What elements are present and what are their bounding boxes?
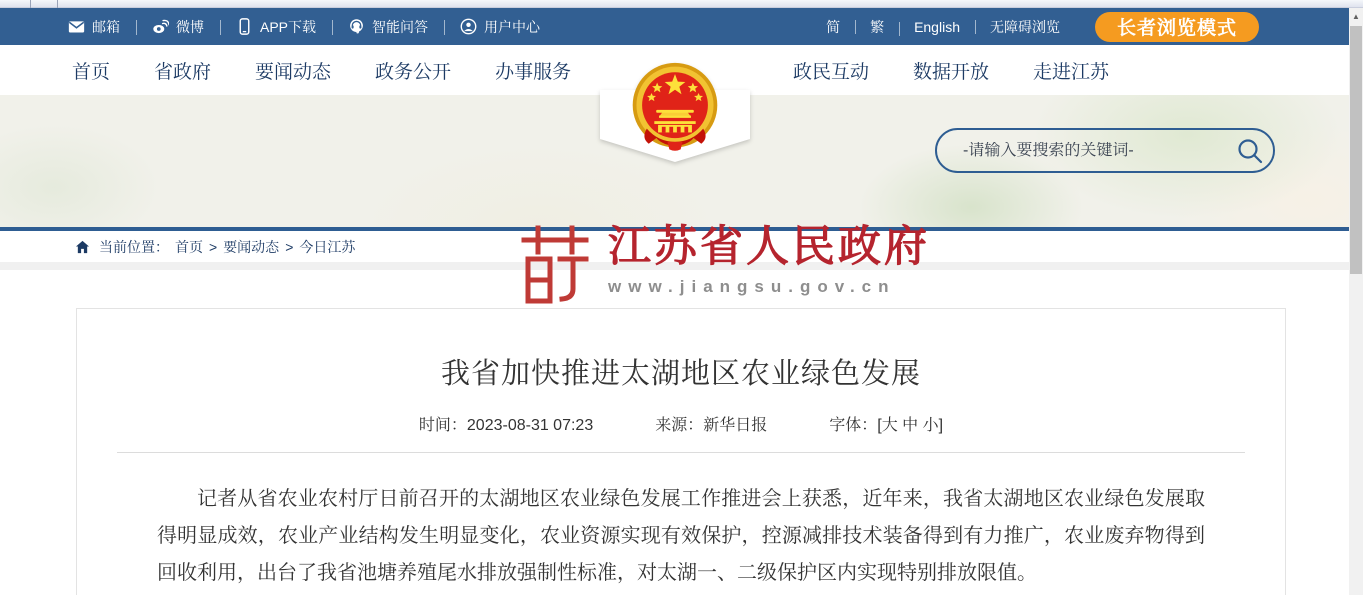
nav-news[interactable]: 要闻动态: [255, 61, 332, 83]
lang-simplified[interactable]: 简: [826, 18, 841, 35]
topbar-language-links: [811, 12, 1259, 42]
site-title: 江苏省人民政府: [608, 223, 930, 271]
user-icon: [460, 18, 477, 35]
vertical-scrollbar[interactable]: [1349, 8, 1363, 595]
nav-into-jiangsu[interactable]: 走进江苏: [1032, 61, 1109, 83]
breadcrumb-today-jiangsu[interactable]: 今日江苏: [299, 238, 356, 255]
topbar-link-label: 微博: [176, 18, 204, 35]
article-paragraph: 记者从省农业农村厅日前召开的太湖地区农业绿色发展工作推进会上获悉，近年来，我省太湖地区农业绿色发展取得明显成效，农业产业结构发生明显变化，农业资源实现有效保护，控源减排技术装备得到有力推广，农业废弃物得到回收利用，出台了我省池塘养殖尾水排放强制性标准，对太湖一、二级保护区内实现特别排放限值。: [157, 488, 1205, 584]
article-meta: [117, 412, 1245, 435]
topbar-service-links: [68, 17, 556, 37]
page: [0, 8, 1349, 595]
topbar-link-label: 用户中心: [484, 18, 541, 35]
scrollbar-up-arrow-icon[interactable]: ▲: [1352, 12, 1360, 21]
search-button[interactable]: [1227, 130, 1273, 171]
topbar-link-smart-qa[interactable]: [332, 17, 444, 37]
breadcrumb-separator: >: [285, 238, 294, 255]
breadcrumb-news[interactable]: 要闻动态: [223, 238, 280, 255]
main-content: [0, 308, 1349, 595]
topbar-link-app-download[interactable]: [220, 17, 332, 37]
navbar-right-group: [793, 57, 1109, 84]
top-utility-bar: [0, 8, 1349, 45]
nav-home[interactable]: 首页: [72, 61, 111, 83]
search-input[interactable]: [937, 142, 1227, 160]
font-size-small[interactable]: 小: [922, 417, 939, 434]
nav-provincial-government[interactable]: 省政府: [154, 61, 212, 83]
article-title: 我省加快推进太湖地区农业绿色发展: [440, 358, 921, 390]
accessibility-browse-link[interactable]: 无障碍浏览: [975, 17, 1075, 37]
lang-traditional[interactable]: 繁: [855, 17, 899, 37]
national-emblem-icon: [628, 60, 722, 156]
article-time: 时间：2023-08-31 07:23: [418, 417, 594, 434]
browser-tab-edge: [57, 0, 58, 8]
breadcrumb-separator: >: [209, 238, 218, 255]
browser-tab-edge: [30, 0, 31, 8]
meta-divider: [117, 452, 1245, 453]
breadcrumb-home[interactable]: 首页: [175, 238, 203, 255]
site-brand: [518, 223, 930, 307]
browser-chrome-strip: [0, 0, 1363, 8]
nav-open-data[interactable]: 数据开放: [912, 61, 989, 83]
national-emblem-badge: [600, 90, 750, 162]
article-source: 来源：新华日报: [655, 417, 768, 434]
search-icon: [1236, 137, 1264, 165]
font-size-label: 字体：[: [829, 417, 882, 434]
font-size-large[interactable]: 大: [881, 417, 898, 434]
topbar-link-label: APP下载: [260, 18, 317, 35]
article-card: [76, 308, 1286, 595]
weibo-icon: [152, 18, 169, 35]
nav-interaction[interactable]: 政民互动: [792, 61, 869, 83]
scrollbar-thumb[interactable]: [1350, 26, 1362, 274]
seal-logo: [518, 223, 592, 307]
font-size-control: [829, 412, 943, 435]
topbar-link-mail[interactable]: [68, 17, 136, 37]
navbar-left-group: [72, 57, 571, 84]
font-size-medium[interactable]: 中: [902, 417, 919, 434]
font-size-bracket: ]: [938, 417, 944, 434]
elder-mode-button[interactable]: 长者浏览模式: [1095, 12, 1259, 42]
home-icon: [75, 240, 90, 254]
qa-headset-icon: [348, 18, 365, 35]
topbar-link-weibo[interactable]: [136, 17, 220, 37]
nav-gov-affairs[interactable]: 政务公开: [375, 61, 452, 83]
mail-icon: [68, 18, 85, 35]
lang-english[interactable]: English: [899, 19, 975, 35]
nav-services[interactable]: 办事服务: [495, 61, 572, 83]
site-url: www.jiangsu.gov.cn: [608, 277, 896, 296]
topbar-link-label: 邮箱: [92, 18, 120, 35]
search-box: [935, 128, 1275, 173]
brand-text: [608, 223, 930, 307]
phone-icon: [236, 18, 253, 35]
topbar-link-label: 智能问答: [372, 18, 429, 35]
breadcrumb-label: 当前位置：: [99, 238, 169, 255]
main-navbar: [0, 45, 1349, 95]
topbar-link-user-center[interactable]: [444, 17, 556, 37]
